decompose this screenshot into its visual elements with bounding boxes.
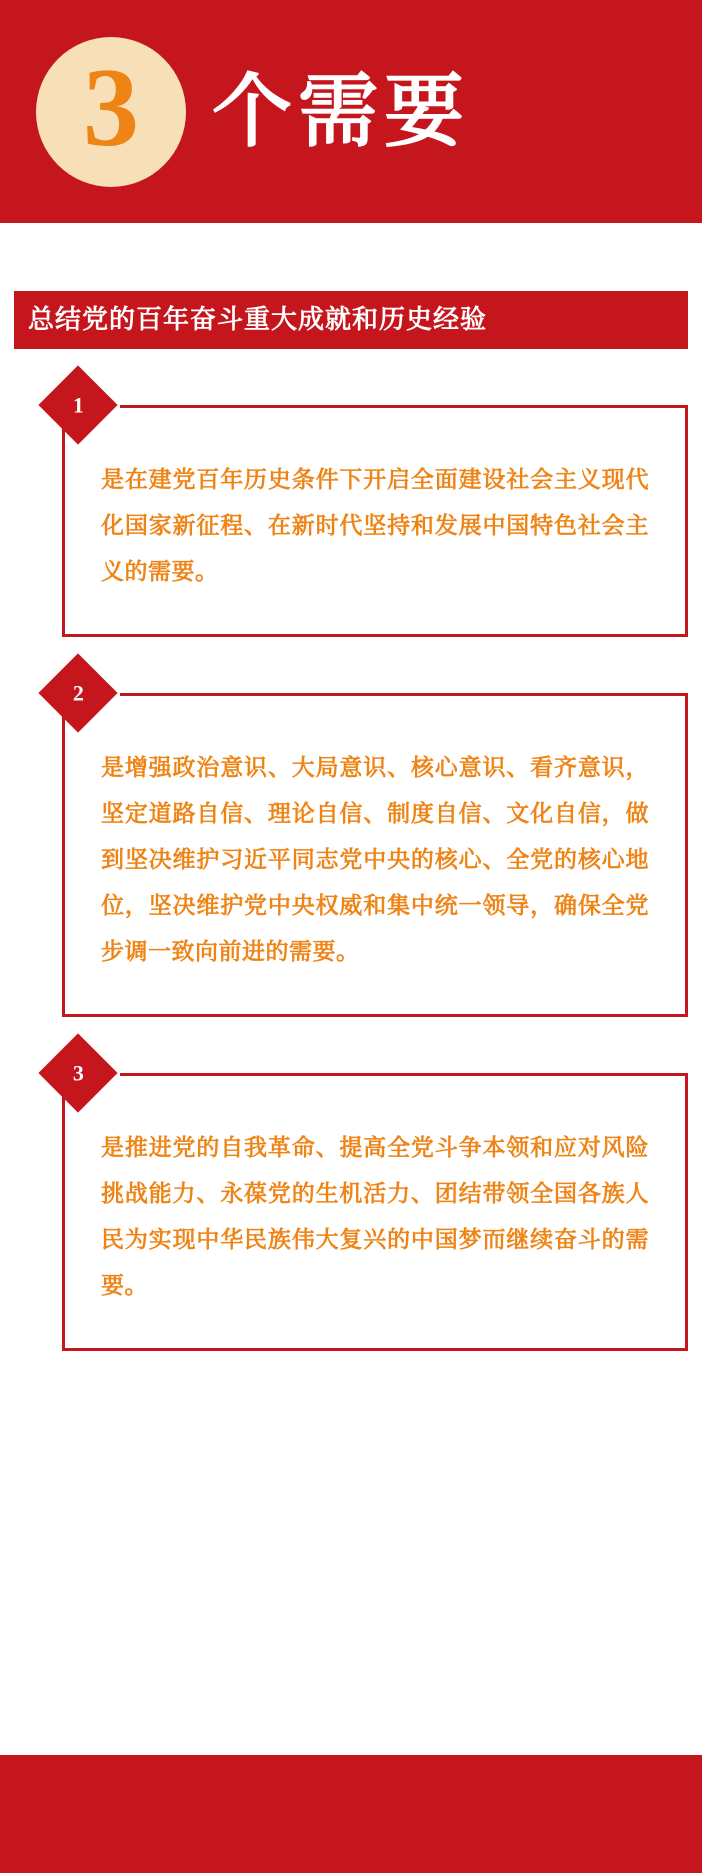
header-number-badge [36,37,186,187]
bottom-spacer [0,1351,702,1423]
item-box [62,693,688,1017]
list-item [14,391,688,637]
item-box [62,1073,688,1351]
poster-header [0,0,702,223]
item-text: 是增强政治意识、大局意识、核心意识、看齐意识，坚定道路自信、理论自信、制度自信、文化自信，做到坚决维护习近平同志党中央的核心、全党的核心地位，坚决维护党中央权威和集中统一领导，确保全党步调一致向前进的需要。 [101,753,649,964]
section-title-wrap [0,291,702,349]
header-inner [0,37,470,187]
section-title: 总结党的百年奋斗重大成就和历史经验 [14,291,688,349]
item-number: 2 [72,679,84,705]
item-text: 是在建党百年历史条件下开启全面建设社会主义现代化国家新征程、在新时代坚持和发展中国特色社会主义的需要。 [101,465,649,584]
page-title: 个需要 [212,66,470,156]
list-item [14,679,688,1017]
item-text: 是推进党的自我革命、提高全党斗争本领和应对风险挑战能力、永葆党的生机活力、团结带领全国各族人民为实现中华民族伟大复兴的中国梦而继续奋斗的需要。 [101,1133,649,1298]
items-list [0,391,702,1351]
poster-footer [0,1755,702,1873]
item-number: 1 [72,391,84,417]
item-number: 3 [72,1059,84,1085]
header-number: 3 [83,45,139,170]
list-item [14,1059,688,1351]
item-box [62,405,688,637]
